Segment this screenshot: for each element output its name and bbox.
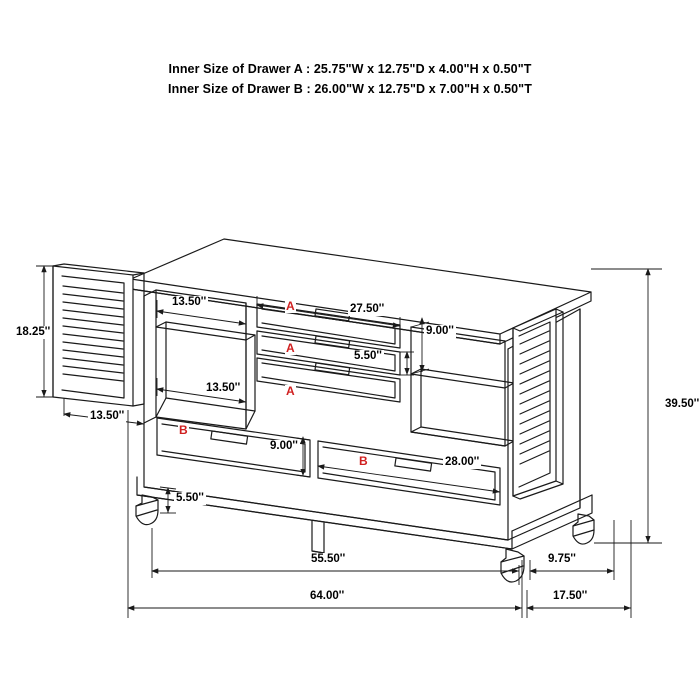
- drawer-label-a-1: A: [286, 299, 295, 313]
- dim-right-compartment-height: 9.00'': [426, 325, 454, 337]
- dim-drawer-a-top-width: 27.50'': [350, 303, 385, 315]
- dim-drawer-b-left-height: 9.00'': [270, 440, 298, 452]
- dim-drawer-b-right-width: 28.00'': [445, 456, 480, 468]
- drawer-b-spec-text: Inner Size of Drawer B : 26.00"W x 12.75"D x 7.00"H x 0.50"T: [168, 82, 532, 96]
- drawer-label-b-1: B: [179, 423, 188, 437]
- dim-left-door-depth: 13.50'': [90, 410, 125, 422]
- dim-left-door-height: 18.25'': [16, 326, 51, 338]
- dim-middle-span-width: 55.50'': [311, 553, 346, 565]
- dim-right-span-width: 9.75'': [548, 553, 576, 565]
- dim-base-rail-height: 5.50'': [176, 492, 204, 504]
- dim-total-width: 64.00'': [310, 590, 345, 602]
- drawer-label-b-2: B: [359, 454, 368, 468]
- drawer-label-a-2: A: [286, 341, 295, 355]
- dim-right-door-open-width: 17.50'': [553, 590, 588, 602]
- dim-drawer-a-height: 5.50'': [354, 350, 382, 362]
- dim-overall-height: 39.50'': [665, 398, 700, 410]
- drawer-label-a-3: A: [286, 384, 295, 398]
- dim-left-shelf-width: 13.50'': [172, 296, 207, 308]
- dim-mid-shelf-width: 13.50'': [206, 382, 241, 394]
- drawer-a-spec-text: Inner Size of Drawer A : 25.75"W x 12.75"D x 4.00"H x 0.50"T: [168, 62, 532, 76]
